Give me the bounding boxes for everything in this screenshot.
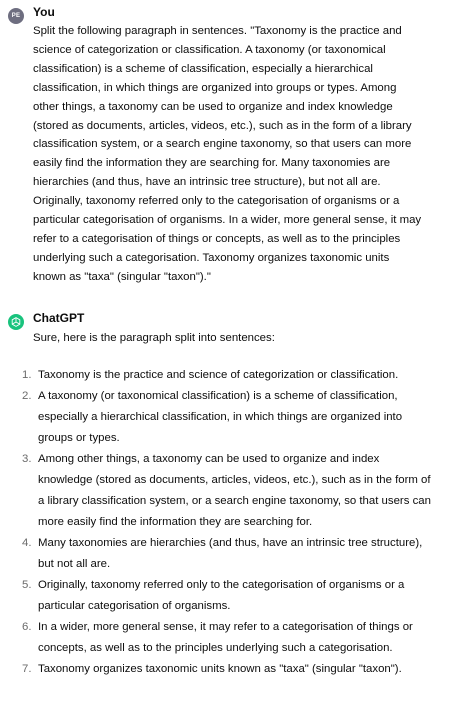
list-item-number: 6. <box>22 621 32 633</box>
list-item-number: 1. <box>22 369 32 381</box>
user-message-text: Split the following paragraph in sentences. "Taxonomy is the practice and science of categorization or classification. A taxonomy (or taxonomical classification) is a scheme of classification, especially a hierarchical classification, in which things are organized into groups or types. Among other things, a taxonomy can be used to organize and index knowledge (stored as documents, articles, videos, etc.), such as in the form of a library classification system, or a search engine taxonomy, so that users can more easily find the information they are searching for. Many taxonomies are hierarchies (and thus, have an intrinsic tree structure), but not all are. Originally, taxonomy referred only to the categorisation of organisms or a particular categorisation of organisms. In a wider, more general sense, it may refer to a categorisation of things or concepts, as well as to the principles underlying such a categorisation. Taxonomy organizes taxonomic units known as "taxa" (singular "taxon")." <box>33 25 422 283</box>
list-item-text: Taxonomy organizes taxonomic units known as "taxa" (singular "taxon"). <box>38 663 402 675</box>
assistant-author-name: ChatGPT <box>33 311 85 325</box>
list-item-text: A taxonomy (or taxonomical classification) is a scheme of classification, especially a hierarchical classification, in which things are organized into groups or types. <box>38 390 403 444</box>
user-avatar-initials: PE <box>11 13 21 19</box>
list-item <box>0 365 472 386</box>
list-item-number: 5. <box>22 579 32 591</box>
sentence-list <box>0 365 472 680</box>
assistant-intro-text: Sure, here is the paragraph split into sentences: <box>33 332 275 344</box>
list-item <box>0 386 472 449</box>
list-item-text: Taxonomy is the practice and science of categorization or classification. <box>38 369 399 381</box>
openai-logo-icon <box>8 314 24 330</box>
list-item-text: Originally, taxonomy referred only to the categorisation of organisms or a particular categorisation of organisms. <box>38 579 405 612</box>
list-item-number: 3. <box>22 453 32 465</box>
list-item <box>0 659 472 680</box>
list-item <box>0 449 472 533</box>
user-avatar <box>8 8 24 24</box>
user-author-name: You <box>33 5 55 19</box>
list-item-number: 4. <box>22 537 32 549</box>
list-item-number: 7. <box>22 663 32 675</box>
list-item <box>0 575 472 617</box>
list-item-text: Among other things, a taxonomy can be used to organize and index knowledge (stored as documents, articles, videos, etc.), such as in the form of a library classification system, or a search engine taxonomy, so that users can more easily find the information they are searching for. <box>38 453 431 528</box>
list-item <box>0 533 472 575</box>
list-item-text: Many taxonomies are hierarchies (and thus, have an intrinsic tree structure), but not all are. <box>38 537 423 570</box>
list-item <box>0 617 472 659</box>
list-item-number: 2. <box>22 390 32 402</box>
list-item-text: In a wider, more general sense, it may refer to a categorisation of things or concepts, as well as to the principles underlying such a categorisation. <box>38 621 413 654</box>
